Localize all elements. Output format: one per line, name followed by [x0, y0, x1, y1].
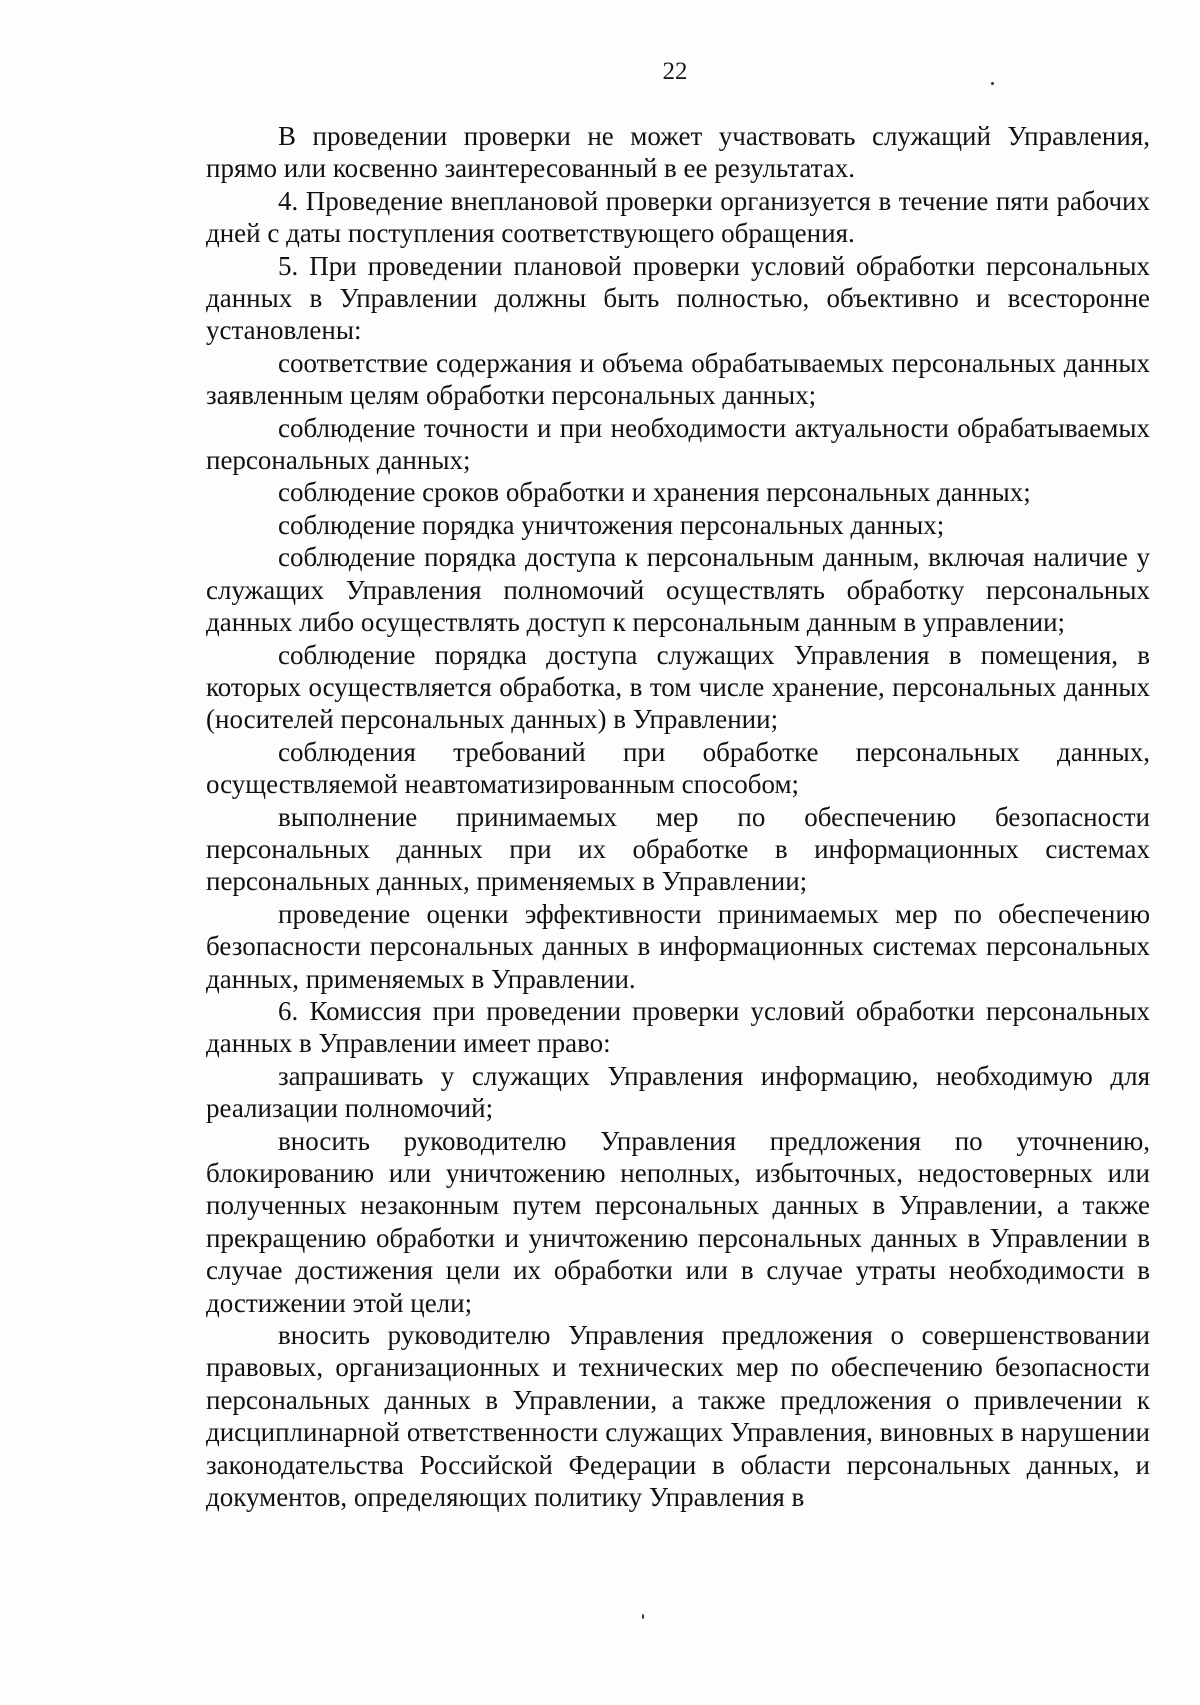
paragraph: 5. При проведении плановой проверки условий обработки персональных данных в Управлении должны быть полностью, объективно и всесторонне установлены:	[206, 250, 1150, 346]
paragraph: соблюдение точности и при необходимости актуальности обрабатываемых персональных данных;	[206, 412, 1150, 476]
paragraph: соблюдение порядка доступа к персональным данным, включая наличие у служащих Управления полномочий осуществлять обработку персональных данных либо осуществлять доступ к персональным данным в управлении;	[206, 542, 1150, 638]
paragraph: соблюдение порядка доступа служащих Управления в помещения, в которых осуществляется обработка, в том числе хранение, персональных данных (носителей персональных данных) в Управлении;	[206, 639, 1150, 735]
page-number: 22	[662, 58, 688, 85]
paragraph: 6. Комиссия при проведении проверки условий обработки персональных данных в Управлении имеет право:	[206, 995, 1150, 1059]
document-body	[206, 120, 1150, 1513]
scan-speck	[991, 82, 994, 85]
paragraph: соответствие содержания и объема обрабатываемых персональных данных заявленным целям обработки персональных данных;	[206, 347, 1150, 411]
paragraph: соблюдение сроков обработки и хранения персональных данных;	[278, 477, 1031, 508]
paragraph: запрашивать у служащих Управления информацию, необходимую для реализации полномочий;	[206, 1060, 1150, 1124]
paragraph: выполнение принимаемых мер по обеспечению безопасности персональных данных при их обработке в информационных системах персональных данных, применяемых в Управлении;	[206, 801, 1150, 897]
paragraph: вносить руководителю Управления предложения по уточнению, блокированию или уничтожению неполных, избыточных, недостоверных или полученных незаконным путем персональных данных в Управлении, а также прекращению обработки и уничтожению персональных данных в Управлении в случае достижения цели их обработки или в случае утраты необходимости в достижении этой цели;	[206, 1125, 1150, 1318]
paragraph: проведение оценки эффективности принимаемых мер по обеспечению безопасности персональных данных в информационных системах персональных данных, применяемых в Управлении.	[206, 898, 1150, 994]
paragraph: соблюдения требований при обработке персональных данных, осуществляемой неавтоматизированным способом;	[206, 736, 1150, 800]
paragraph: В проведении проверки не может участвовать служащий Управления, прямо или косвенно заинтересованный в ее результатах.	[206, 121, 1150, 184]
paragraph: вносить руководителю Управления предложения о совершенствовании правовых, организационных и технических мер по обеспечению безопасности персональных данных в Управлении, а также предложения о привлечении к дисциплинарной ответственности служащих Управления, виновных в нарушении законодательства Российской Федерации в области персональных данных, и документов, определяющих политику Управления в	[206, 1320, 1150, 1513]
scan-speck	[642, 1614, 644, 1619]
paragraph: соблюдение порядка уничтожения персональных данных;	[278, 509, 945, 540]
paragraph: 4. Проведение внеплановой проверки организуется в течение пяти рабочих дней с даты поступления соответствующего обращения.	[206, 185, 1150, 249]
